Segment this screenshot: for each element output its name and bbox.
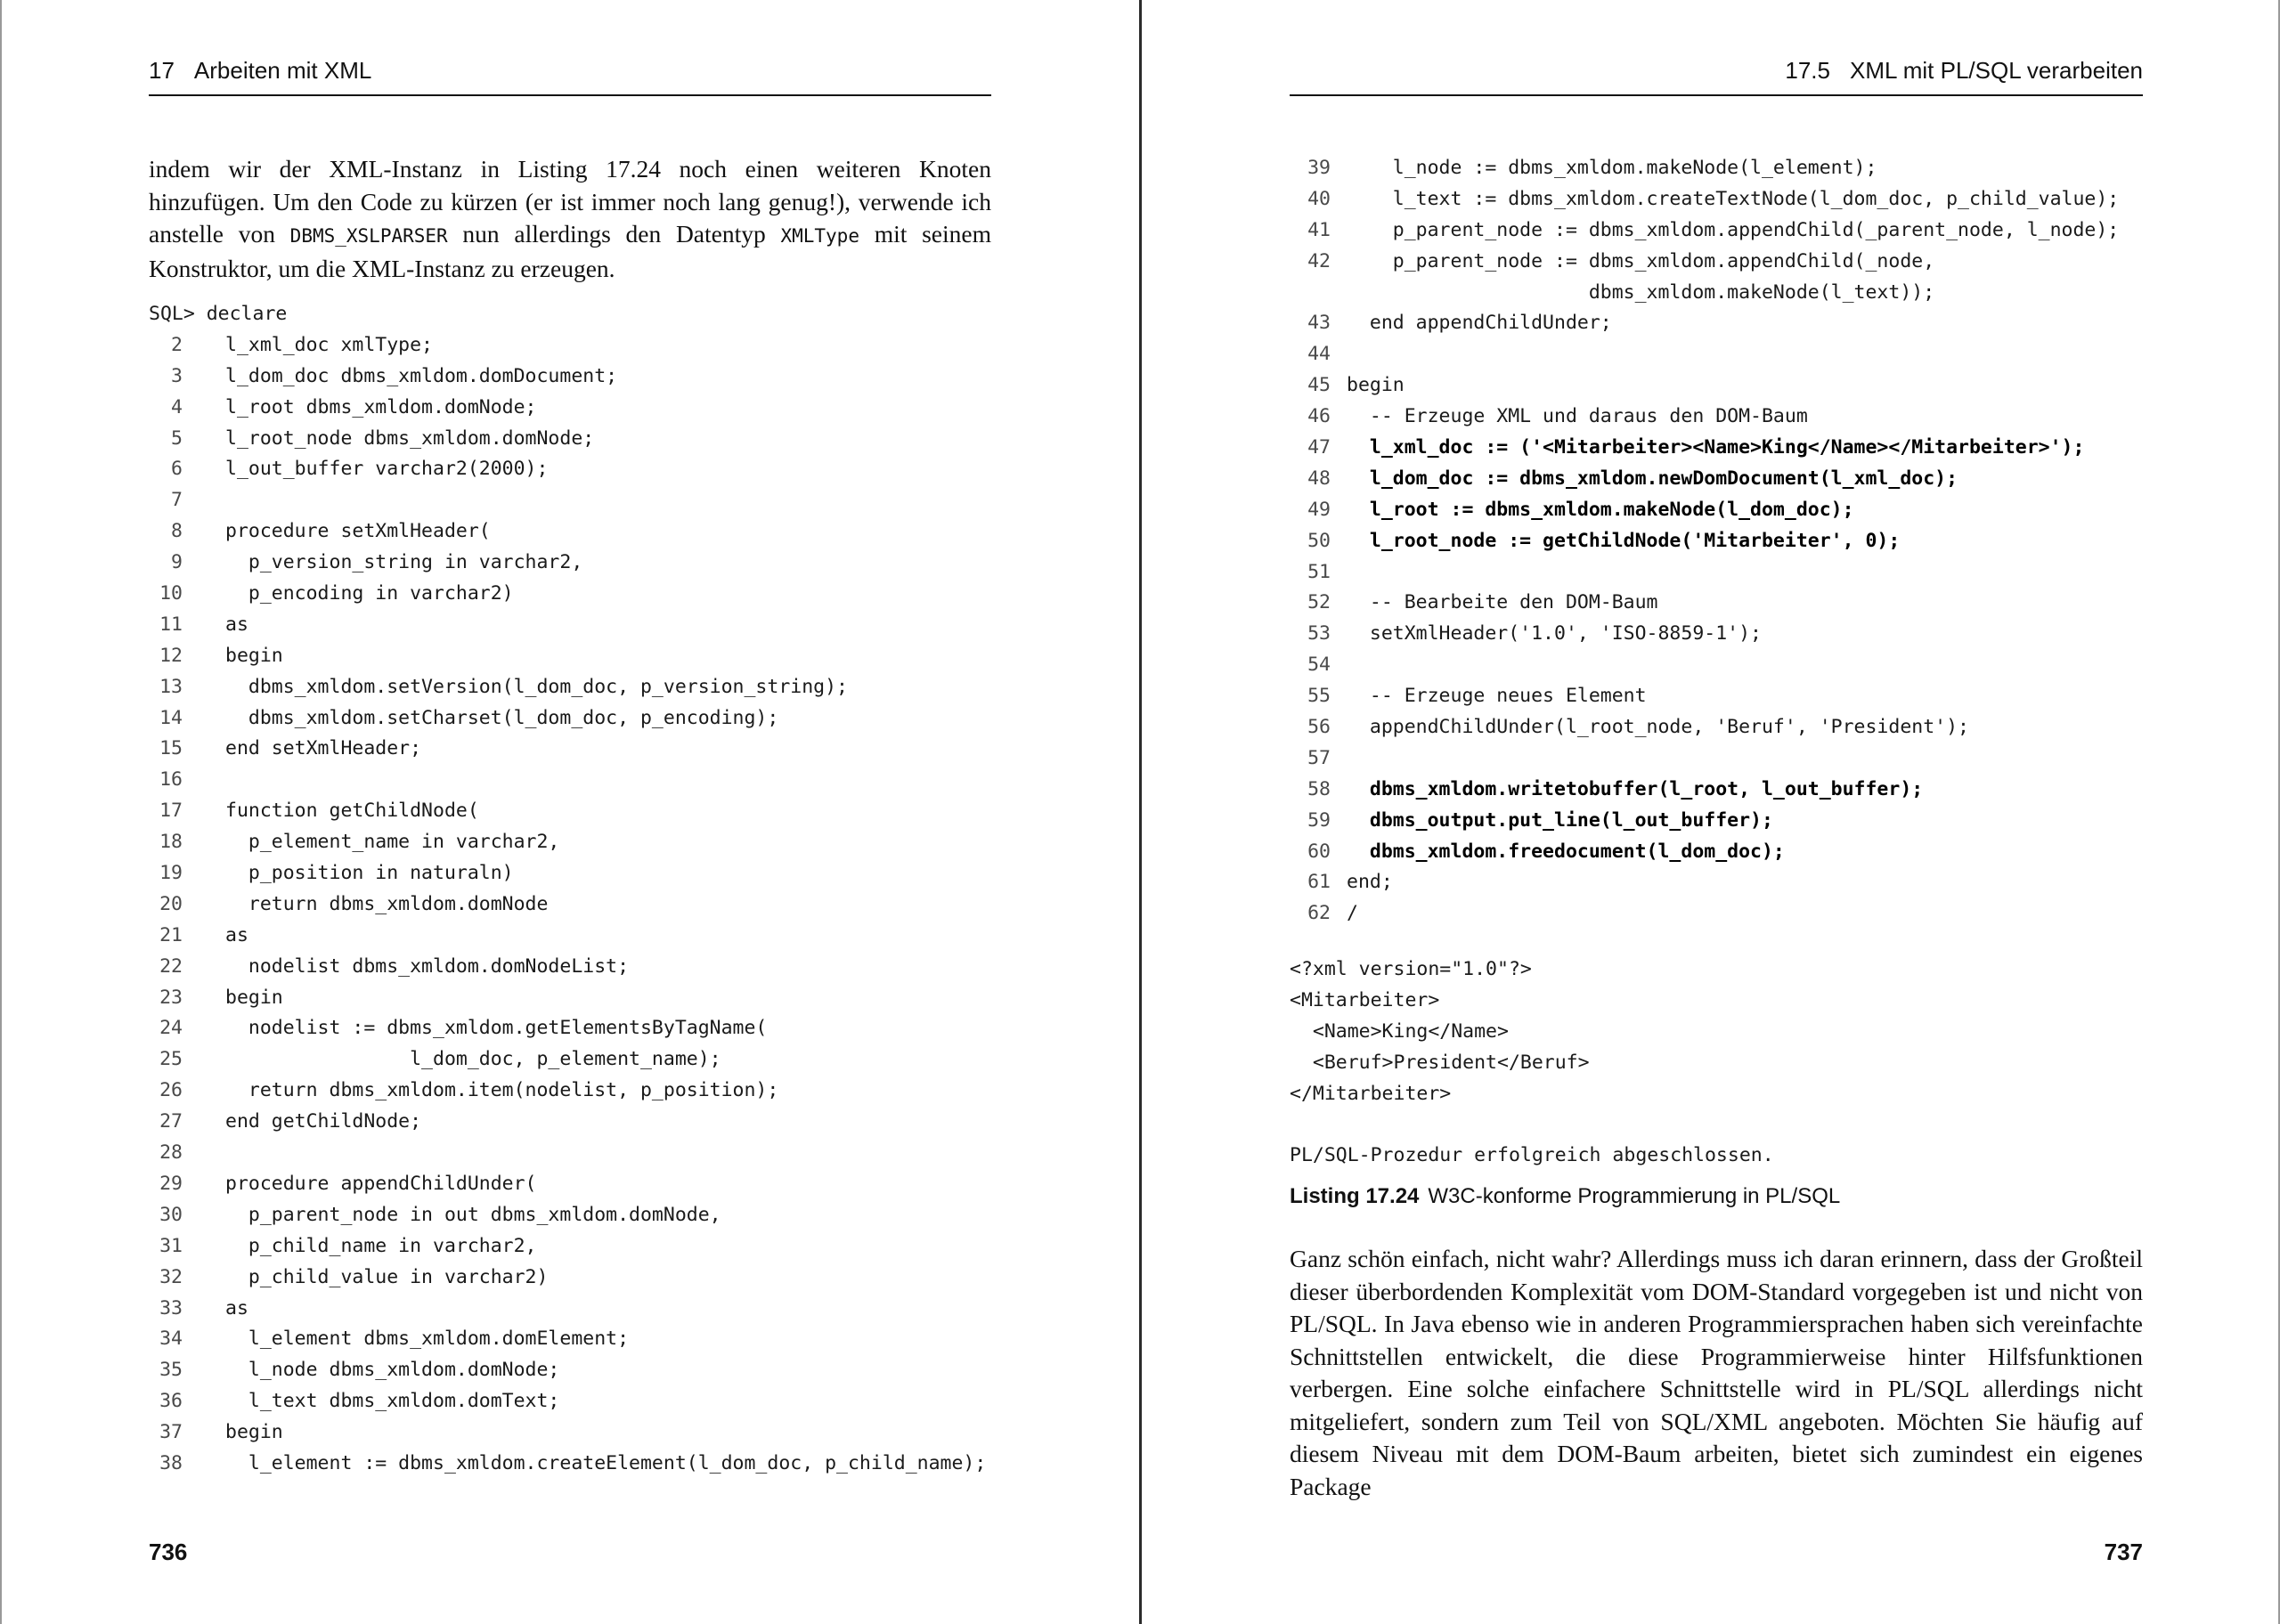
code-text: l_text dbms_xmldom.domText; <box>225 1390 560 1413</box>
line-number: 24 <box>159 1017 183 1040</box>
code-line <box>149 1449 1004 1480</box>
code-line <box>1290 743 2162 775</box>
code-text: function getChildNode( <box>225 800 479 823</box>
code-line <box>149 889 1004 921</box>
code-line <box>149 1231 1004 1263</box>
code-text: dbms_xmldom.freedocument(l_dom_doc); <box>1347 840 1785 863</box>
code-text: end appendChildUnder; <box>1347 312 1612 335</box>
output-line: <Mitarbeiter> <box>1290 988 1440 1011</box>
code-text: -- Erzeuge XML und daraus den DOM-Baum <box>1347 405 1808 428</box>
code-line <box>1290 370 2162 402</box>
line-number: 4 <box>171 395 183 418</box>
line-number: 15 <box>159 737 183 760</box>
code-text: l_element dbms_xmldom.domElement; <box>225 1328 630 1351</box>
code-text: end getChildNode; <box>225 1110 422 1133</box>
code-line <box>149 1044 1004 1076</box>
right-page <box>1142 0 2280 1624</box>
page-number-right: 737 <box>2104 1539 2143 1565</box>
code-line <box>149 516 1004 548</box>
header-rule-right <box>1290 94 2143 96</box>
line-number: 51 <box>1307 560 1331 583</box>
line-number: 48 <box>1307 467 1331 490</box>
code-line <box>1290 433 2162 464</box>
code-text: nodelist := dbms_xmldom.getElementsByTagName( <box>225 1017 768 1040</box>
code-text: p_child_value in varchar2) <box>225 1265 549 1288</box>
line-number: 32 <box>159 1265 183 1288</box>
line-number: 49 <box>1307 498 1331 521</box>
line-number: 45 <box>1307 374 1331 397</box>
code-line <box>149 610 1004 641</box>
code-text: dbms_xmldom.makeNode(l_text)); <box>1347 280 1935 304</box>
code-line <box>149 1169 1004 1200</box>
output-line: <?xml version="1.0"?> <box>1290 958 1532 980</box>
code-line <box>1290 712 2162 743</box>
code-line <box>1290 557 2162 589</box>
code-line <box>1290 867 2162 898</box>
code-line <box>1290 278 2162 309</box>
code-text: l_node := dbms_xmldom.makeNode(l_element); <box>1347 157 1877 179</box>
code-line <box>149 796 1004 827</box>
code-text: p_version_string in varchar2, <box>225 551 583 574</box>
output-line: PL/SQL-Prozedur erfolgreich abgeschlossen. <box>1290 1144 1774 1167</box>
line-number: 33 <box>159 1296 183 1320</box>
code-line <box>1290 650 2162 681</box>
line-number: 6 <box>171 458 183 481</box>
code-line <box>149 579 1004 610</box>
line-number: 34 <box>159 1328 183 1351</box>
line-number: 46 <box>1307 405 1331 428</box>
code-text: procedure appendChildUnder( <box>225 1172 537 1195</box>
code-line <box>1290 775 2162 806</box>
line-number: 16 <box>159 768 183 792</box>
line-number: 41 <box>1307 218 1331 241</box>
line-number: 50 <box>1307 529 1331 552</box>
code-text: -- Erzeuge neues Element <box>1347 685 1647 708</box>
code-line <box>1290 898 2162 930</box>
code-text: nodelist dbms_xmldom.domNodeList; <box>225 954 630 978</box>
line-number: 37 <box>159 1421 183 1444</box>
code-text: p_encoding in varchar2) <box>225 582 514 605</box>
line-number: 7 <box>171 489 183 512</box>
code-line <box>149 734 1004 765</box>
code-line <box>1290 681 2162 712</box>
code-text: begin <box>1347 374 1405 397</box>
line-number: 8 <box>171 520 183 543</box>
code-text: as <box>225 613 248 636</box>
code-text: l_root := dbms_xmldom.makeNode(l_dom_doc); <box>1347 498 1854 521</box>
code-line <box>149 1386 1004 1417</box>
code-line <box>1290 215 2162 247</box>
running-header-right <box>1785 57 2143 85</box>
code-line <box>149 454 1004 485</box>
code-line <box>149 424 1004 455</box>
line-number: 9 <box>171 551 183 574</box>
code-text: l_xml_doc := ('<Mitarbeiter><Name>King</Name></Mitarbeiter>'); <box>1347 436 2085 459</box>
code-line <box>149 1200 1004 1231</box>
code-line <box>1290 184 2162 215</box>
line-number: 42 <box>1307 249 1331 272</box>
program-output <box>1290 954 1774 1172</box>
code-line <box>1290 806 2162 837</box>
code-line <box>1290 588 2162 619</box>
code-text: l_dom_doc dbms_xmldom.domDocument; <box>225 364 618 387</box>
code-line <box>149 1138 1004 1169</box>
code-line <box>1290 464 2162 495</box>
code-line <box>149 1355 1004 1386</box>
line-number: 20 <box>159 892 183 915</box>
line-number: 25 <box>159 1048 183 1071</box>
code-text: p_position in naturaln) <box>225 862 514 885</box>
line-number: 39 <box>1307 157 1331 179</box>
code-text: p_element_name in varchar2, <box>225 831 560 854</box>
code-text: l_dom_doc, p_element_name); <box>225 1048 721 1071</box>
paragraph-text: nun allerdings den Datentyp <box>447 220 781 248</box>
inline-code-xmltype: XMLType <box>780 225 859 247</box>
code-text: end; <box>1347 871 1393 894</box>
line-number: 29 <box>159 1172 183 1195</box>
code-line <box>149 361 1004 393</box>
line-number: 17 <box>159 800 183 823</box>
code-text: begin <box>225 986 283 1009</box>
line-number: 36 <box>159 1390 183 1413</box>
code-text: appendChildUnder(l_root_node, 'Beruf', 'President'); <box>1347 716 1969 739</box>
code-line <box>149 858 1004 889</box>
line-number: 62 <box>1307 902 1331 925</box>
output-line: <Beruf>President</Beruf> <box>1290 1051 1590 1074</box>
code-line <box>1290 153 2162 184</box>
code-line <box>1290 339 2162 370</box>
code-text: p_parent_node := dbms_xmldom.appendChild(_node, <box>1347 249 1935 272</box>
code-line <box>1290 402 2162 433</box>
chapter-number: 17 <box>149 57 175 84</box>
line-number: 18 <box>159 831 183 854</box>
code-line <box>149 1076 1004 1107</box>
section-number: 17.5 <box>1785 57 1830 84</box>
code-line <box>149 765 1004 796</box>
intro-paragraph <box>149 153 991 285</box>
code-text: l_out_buffer varchar2(2000); <box>225 458 549 481</box>
code-text: SQL> declare <box>149 303 288 325</box>
code-listing-right <box>1290 153 2162 930</box>
code-text: return dbms_xmldom.item(nodelist, p_position); <box>225 1079 779 1102</box>
line-number: 3 <box>171 364 183 387</box>
output-line: </Mitarbeiter> <box>1290 1082 1452 1105</box>
line-number: 35 <box>159 1359 183 1382</box>
paragraph-text: mit seinem Konstruktor, um die XML-Instanz zu erzeugen. <box>149 220 991 282</box>
line-number: 2 <box>171 333 183 356</box>
code-text: / <box>1347 902 1358 925</box>
output-line <box>1290 1109 1774 1141</box>
code-text: dbms_xmldom.writetobuffer(l_root, l_out_buffer); <box>1347 777 1924 800</box>
line-number: 28 <box>159 1141 183 1165</box>
code-line <box>149 641 1004 672</box>
line-number: 13 <box>159 675 183 698</box>
code-text: return dbms_xmldom.domNode <box>225 892 549 915</box>
line-number: 27 <box>159 1110 183 1133</box>
code-line <box>149 485 1004 516</box>
code-listing-left <box>149 299 1004 1480</box>
code-text: l_root_node dbms_xmldom.domNode; <box>225 426 595 450</box>
line-number: 12 <box>159 644 183 667</box>
code-line <box>1290 526 2162 557</box>
listing-label: Listing 17.24 <box>1290 1184 1420 1208</box>
code-text: p_child_name in varchar2, <box>225 1234 537 1257</box>
code-line <box>1290 495 2162 526</box>
code-line <box>149 548 1004 579</box>
line-number: 47 <box>1307 436 1331 459</box>
line-number: 38 <box>159 1451 183 1474</box>
line-number: 59 <box>1307 808 1331 832</box>
line-number: 30 <box>159 1203 183 1226</box>
paragraph-text: indem wir der XML-Instanz in Listing 17.24 noch einen weiteren Knoten hinzufügen. Um den Code zu kürzen (er ist immer noch lang genug!), verwende ich anstelle von <box>149 155 991 248</box>
chapter-title: Arbeiten mit XML <box>193 57 372 84</box>
code-line <box>1290 837 2162 868</box>
page-number-left: 736 <box>149 1539 188 1565</box>
line-number: 5 <box>171 426 183 450</box>
section-title: XML mit PL/SQL verarbeiten <box>1850 57 2143 84</box>
line-number: 23 <box>159 986 183 1009</box>
line-number: 53 <box>1307 622 1331 646</box>
line-number: 14 <box>159 706 183 729</box>
code-line <box>149 1263 1004 1294</box>
code-line <box>149 921 1004 952</box>
line-number: 52 <box>1307 591 1331 614</box>
code-line <box>149 827 1004 858</box>
code-text: l_root dbms_xmldom.domNode; <box>225 395 537 418</box>
line-number: 60 <box>1307 840 1331 863</box>
code-line <box>149 672 1004 703</box>
code-line <box>149 1294 1004 1325</box>
line-number: 21 <box>159 923 183 946</box>
code-line <box>149 299 1004 330</box>
code-text: procedure setXmlHeader( <box>225 520 491 543</box>
code-text: begin <box>225 1421 283 1444</box>
line-number: 55 <box>1307 685 1331 708</box>
line-number: 43 <box>1307 312 1331 335</box>
header-rule-left <box>149 94 991 96</box>
code-text: begin <box>225 644 283 667</box>
code-line <box>1290 308 2162 339</box>
code-text: dbms_xmldom.setCharset(l_dom_doc, p_encoding); <box>225 706 779 729</box>
code-line <box>1290 247 2162 278</box>
code-text: p_parent_node in out dbms_xmldom.domNode, <box>225 1203 721 1226</box>
code-text: l_node dbms_xmldom.domNode; <box>225 1359 560 1382</box>
code-line <box>1290 619 2162 650</box>
code-text: end setXmlHeader; <box>225 737 422 760</box>
line-number: 11 <box>159 613 183 636</box>
listing-caption-text: W3C-konforme Programmierung in PL/SQL <box>1428 1184 1841 1208</box>
code-text: p_parent_node := dbms_xmldom.appendChild(_parent_node, l_node); <box>1347 218 2120 241</box>
code-text: dbms_xmldom.setVersion(l_dom_doc, p_version_string); <box>225 675 848 698</box>
code-line <box>149 1324 1004 1355</box>
code-text: l_xml_doc xmlType; <box>225 333 433 356</box>
code-line <box>149 393 1004 424</box>
closing-paragraph: Ganz schön einfach, nicht wahr? Allerdings muss ich daran erinnern, dass der Großteil dieser überbordenden Komplexität vom DOM-Standard vorgegeben ist und nicht von PL/SQL. In Java ebenso wie in anderen Programmiersprachen haben sich vereinfachte Schnittstellen entwickelt, die diese Programmierweise hinter Hilfsfunktionen verbergen. Eine solche einfachere Schnittstelle wird in PL/SQL allerdings nicht mitgeliefert, sondern zum Teil von SQL/XML angeboten. Möchten Sie häufig auf diesem Niveau mit dem DOM-Baum arbeiten, bietet sich zumindest ein eigenes Package <box>1290 1245 2143 1500</box>
output-line: <Name>King</Name> <box>1290 1019 1509 1043</box>
line-number: 54 <box>1307 654 1331 677</box>
line-number: 44 <box>1307 343 1331 366</box>
running-header-left <box>149 57 371 85</box>
code-line <box>149 1107 1004 1138</box>
line-number: 61 <box>1307 871 1331 894</box>
line-number: 10 <box>159 582 183 605</box>
code-text: -- Bearbeite den DOM-Baum <box>1347 591 1658 614</box>
line-number: 19 <box>159 862 183 885</box>
inline-code-dbms-xslparser: DBMS_XSLPARSER <box>289 225 448 247</box>
listing-caption <box>1290 1184 1840 1209</box>
code-text: l_text := dbms_xmldom.createTextNode(l_dom_doc, p_child_value); <box>1347 187 2120 210</box>
line-number: 57 <box>1307 746 1331 769</box>
line-number: 56 <box>1307 716 1331 739</box>
line-number: 58 <box>1307 777 1331 800</box>
code-line <box>149 1417 1004 1449</box>
code-text: l_element := dbms_xmldom.createElement(l_dom_doc, p_child_name); <box>225 1451 987 1474</box>
code-text: setXmlHeader('1.0', 'ISO-8859-1'); <box>1347 622 1762 646</box>
code-text: l_root_node := getChildNode('Mitarbeiter', 0); <box>1347 529 1901 552</box>
code-line <box>149 952 1004 983</box>
code-line <box>149 330 1004 361</box>
line-number: 22 <box>159 954 183 978</box>
code-line <box>149 1013 1004 1044</box>
line-number: 31 <box>159 1234 183 1257</box>
line-number: 40 <box>1307 187 1331 210</box>
code-line <box>149 983 1004 1014</box>
code-line <box>149 703 1004 735</box>
line-number: 26 <box>159 1079 183 1102</box>
code-text: as <box>225 1296 248 1320</box>
code-text: as <box>225 923 248 946</box>
code-text: dbms_output.put_line(l_out_buffer); <box>1347 808 1773 832</box>
code-text: l_dom_doc := dbms_xmldom.newDomDocument(l_xml_doc); <box>1347 467 1958 490</box>
